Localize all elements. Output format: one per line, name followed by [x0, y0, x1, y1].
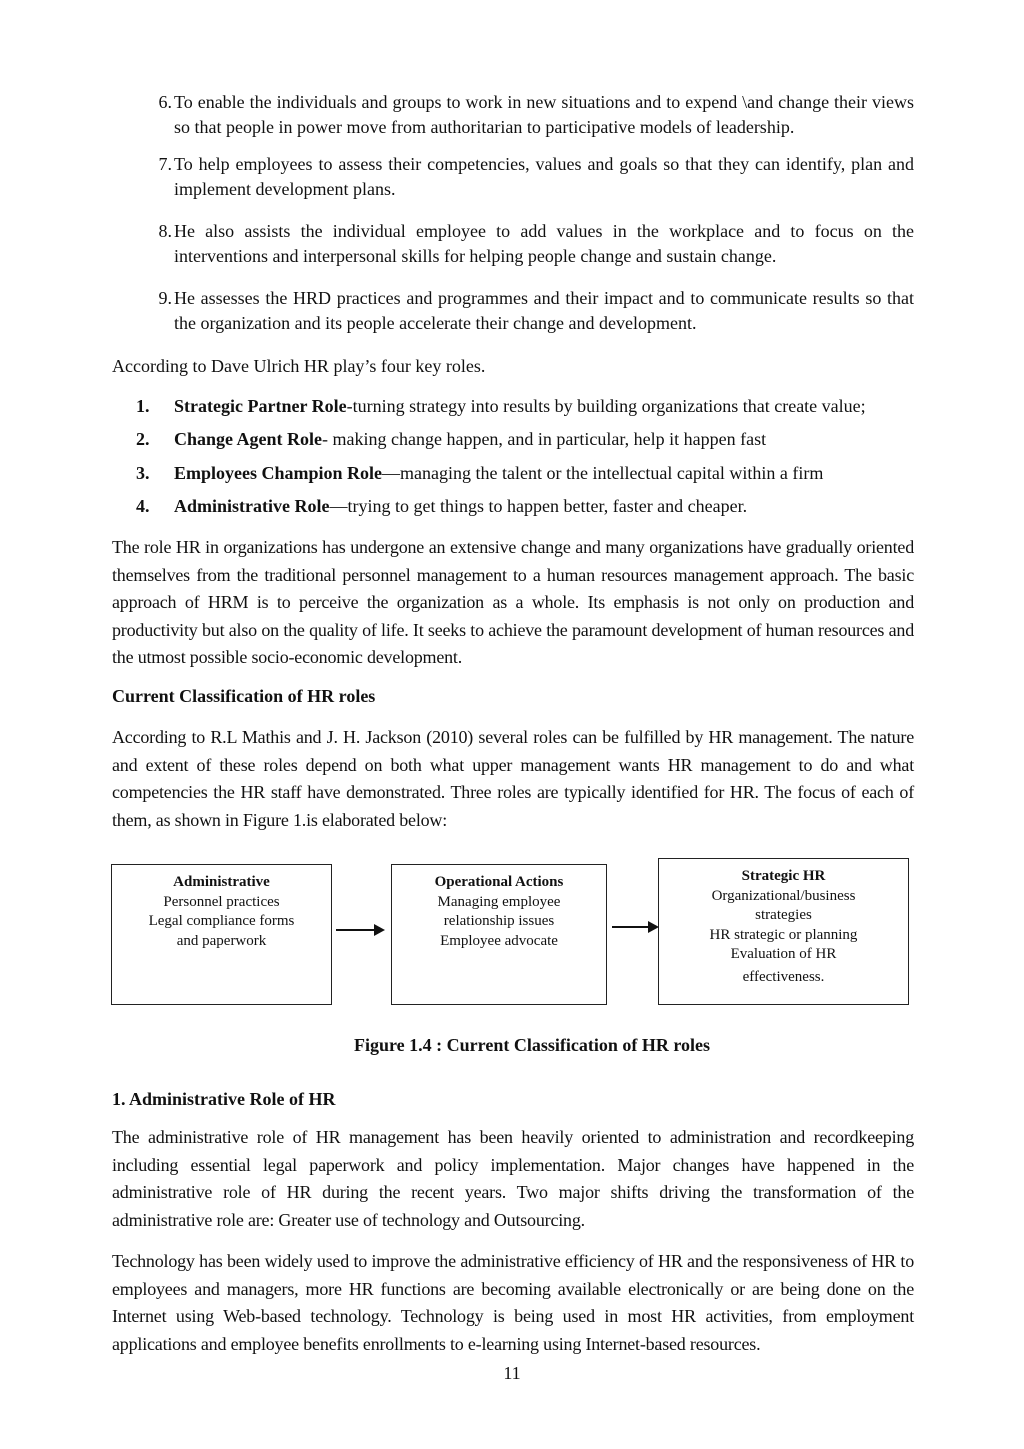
role-name: Administrative Role: [174, 496, 330, 516]
box-line: and paperwork: [176, 932, 267, 949]
role-item: [112, 426, 914, 452]
box-title: Administrative: [173, 874, 270, 890]
role-number: 3.: [136, 463, 150, 483]
box-line: Organizational/business: [711, 887, 856, 904]
role-item: [112, 460, 914, 486]
arrow-right-icon: [336, 922, 386, 938]
paragraph-mathis: According to R.L Mathis and J. H. Jackson (2010) several roles can be fulfilled by HR management. The nature and extent of these roles depend on both what upper management wants HR management to do and what competencies the HR staff have demonstrated. Three roles are typically identified for HR. The focus of each of them, as shown in Figure 1.is elaborated below:: [112, 727, 914, 830]
box-line: Personnel practices: [163, 893, 280, 910]
list-item: [112, 90, 914, 142]
box-line: HR strategic or planning: [709, 926, 858, 943]
role-description: -turning strategy into results by building organizations that create value;: [346, 396, 866, 416]
role-number: 4.: [136, 496, 150, 516]
figure-box-strategic: [658, 858, 909, 1005]
list-item: [112, 219, 914, 271]
figure-caption: Figure 1.4 : Current Classification of HR roles: [354, 1035, 710, 1055]
page-number: 11: [503, 1363, 521, 1383]
list-text: To enable the individuals and groups to work in new situations and to expend \and change their views so that people in power move from authoritarian to participative models of leadership.: [174, 92, 914, 137]
paragraph-admin: The administrative role of HR management has been heavily oriented to administration and recordkeeping including essential legal paperwork and policy implementation. Major changes have happened in the administrative role of HR during the recent years. Two major shifts driving the transformation of the administrative role are: Greater use of technology and Outsourcing.: [112, 1127, 914, 1230]
role-description: —trying to get things to happen better, faster and cheaper.: [329, 496, 748, 516]
list-number: 7.: [158, 154, 172, 174]
figure-box-administrative: [111, 864, 332, 1005]
box-line: Employee advocate: [440, 932, 558, 949]
section-heading: Current Classification of HR roles: [112, 686, 376, 706]
box-line: Managing employee: [437, 893, 561, 910]
role-number: 1.: [136, 396, 150, 416]
role-number: 2.: [136, 429, 150, 449]
role-name: Strategic Partner Role: [174, 396, 347, 416]
box-line: strategies: [755, 907, 812, 923]
list-text: He also assists the individual employee to add values in the workplace and to focus on the interventions and interpersonal skills for helping people change and sustain change.: [174, 221, 914, 266]
box-title: Operational Actions: [434, 874, 564, 890]
box-line: relationship issues: [443, 913, 555, 929]
list-number: 6.: [158, 92, 172, 112]
list-item: [112, 152, 914, 204]
list-number: 8.: [158, 221, 172, 241]
role-description: - making change happen, and in particular, help it happen fast: [322, 429, 767, 449]
box-line: effectiveness.: [742, 968, 825, 985]
list-text: To help employees to assess their competencies, values and goals so that they can identify, plan and implement development plans.: [174, 154, 914, 199]
box-line: Legal compliance forms: [148, 913, 295, 929]
paragraph-role-change: The role HR in organizations has undergone an extensive change and many organizations have gradually oriented themselves from the traditional personnel management to a human resources management approach. The basic approach of HRM is to perceive the organization as a whole. Its emphasis is not only on production and productivity but also on the quality of life. It seeks to achieve the paramount development of human resources and the utmost possible socio-economic development.: [112, 537, 914, 667]
role-item: [112, 393, 914, 419]
paragraph-technology: Technology has been widely used to improve the administrative efficiency of HR and the responsiveness of HR to employees and managers, more HR functions are becoming available electronically or are being done on the Internet using Web-based technology. Technology is being used in most HR activities, from employment applications and employee benefits enrollments to e-learning using Internet-based resources.: [112, 1251, 914, 1354]
list-item: [112, 286, 914, 338]
ulrich-intro: According to Dave Ulrich HR play’s four key roles.: [112, 356, 486, 376]
role-name: Employees Champion Role: [174, 463, 383, 483]
list-number: 9.: [158, 288, 172, 308]
figure-box-operational: [391, 864, 607, 1005]
role-name: Change Agent Role: [174, 429, 322, 449]
list-text: He assesses the HRD practices and programmes and their impact and to communicate results so that the organization and its people accelerate their change and development.: [174, 288, 914, 333]
section-heading: 1. Administrative Role of HR: [112, 1089, 336, 1109]
arrow-right-icon: [612, 919, 660, 935]
role-description: —managing the talent or the intellectual capital within a firm: [382, 463, 824, 483]
box-line: Evaluation of HR: [730, 946, 837, 962]
role-item: [112, 493, 914, 519]
box-title: Strategic HR: [741, 868, 826, 884]
